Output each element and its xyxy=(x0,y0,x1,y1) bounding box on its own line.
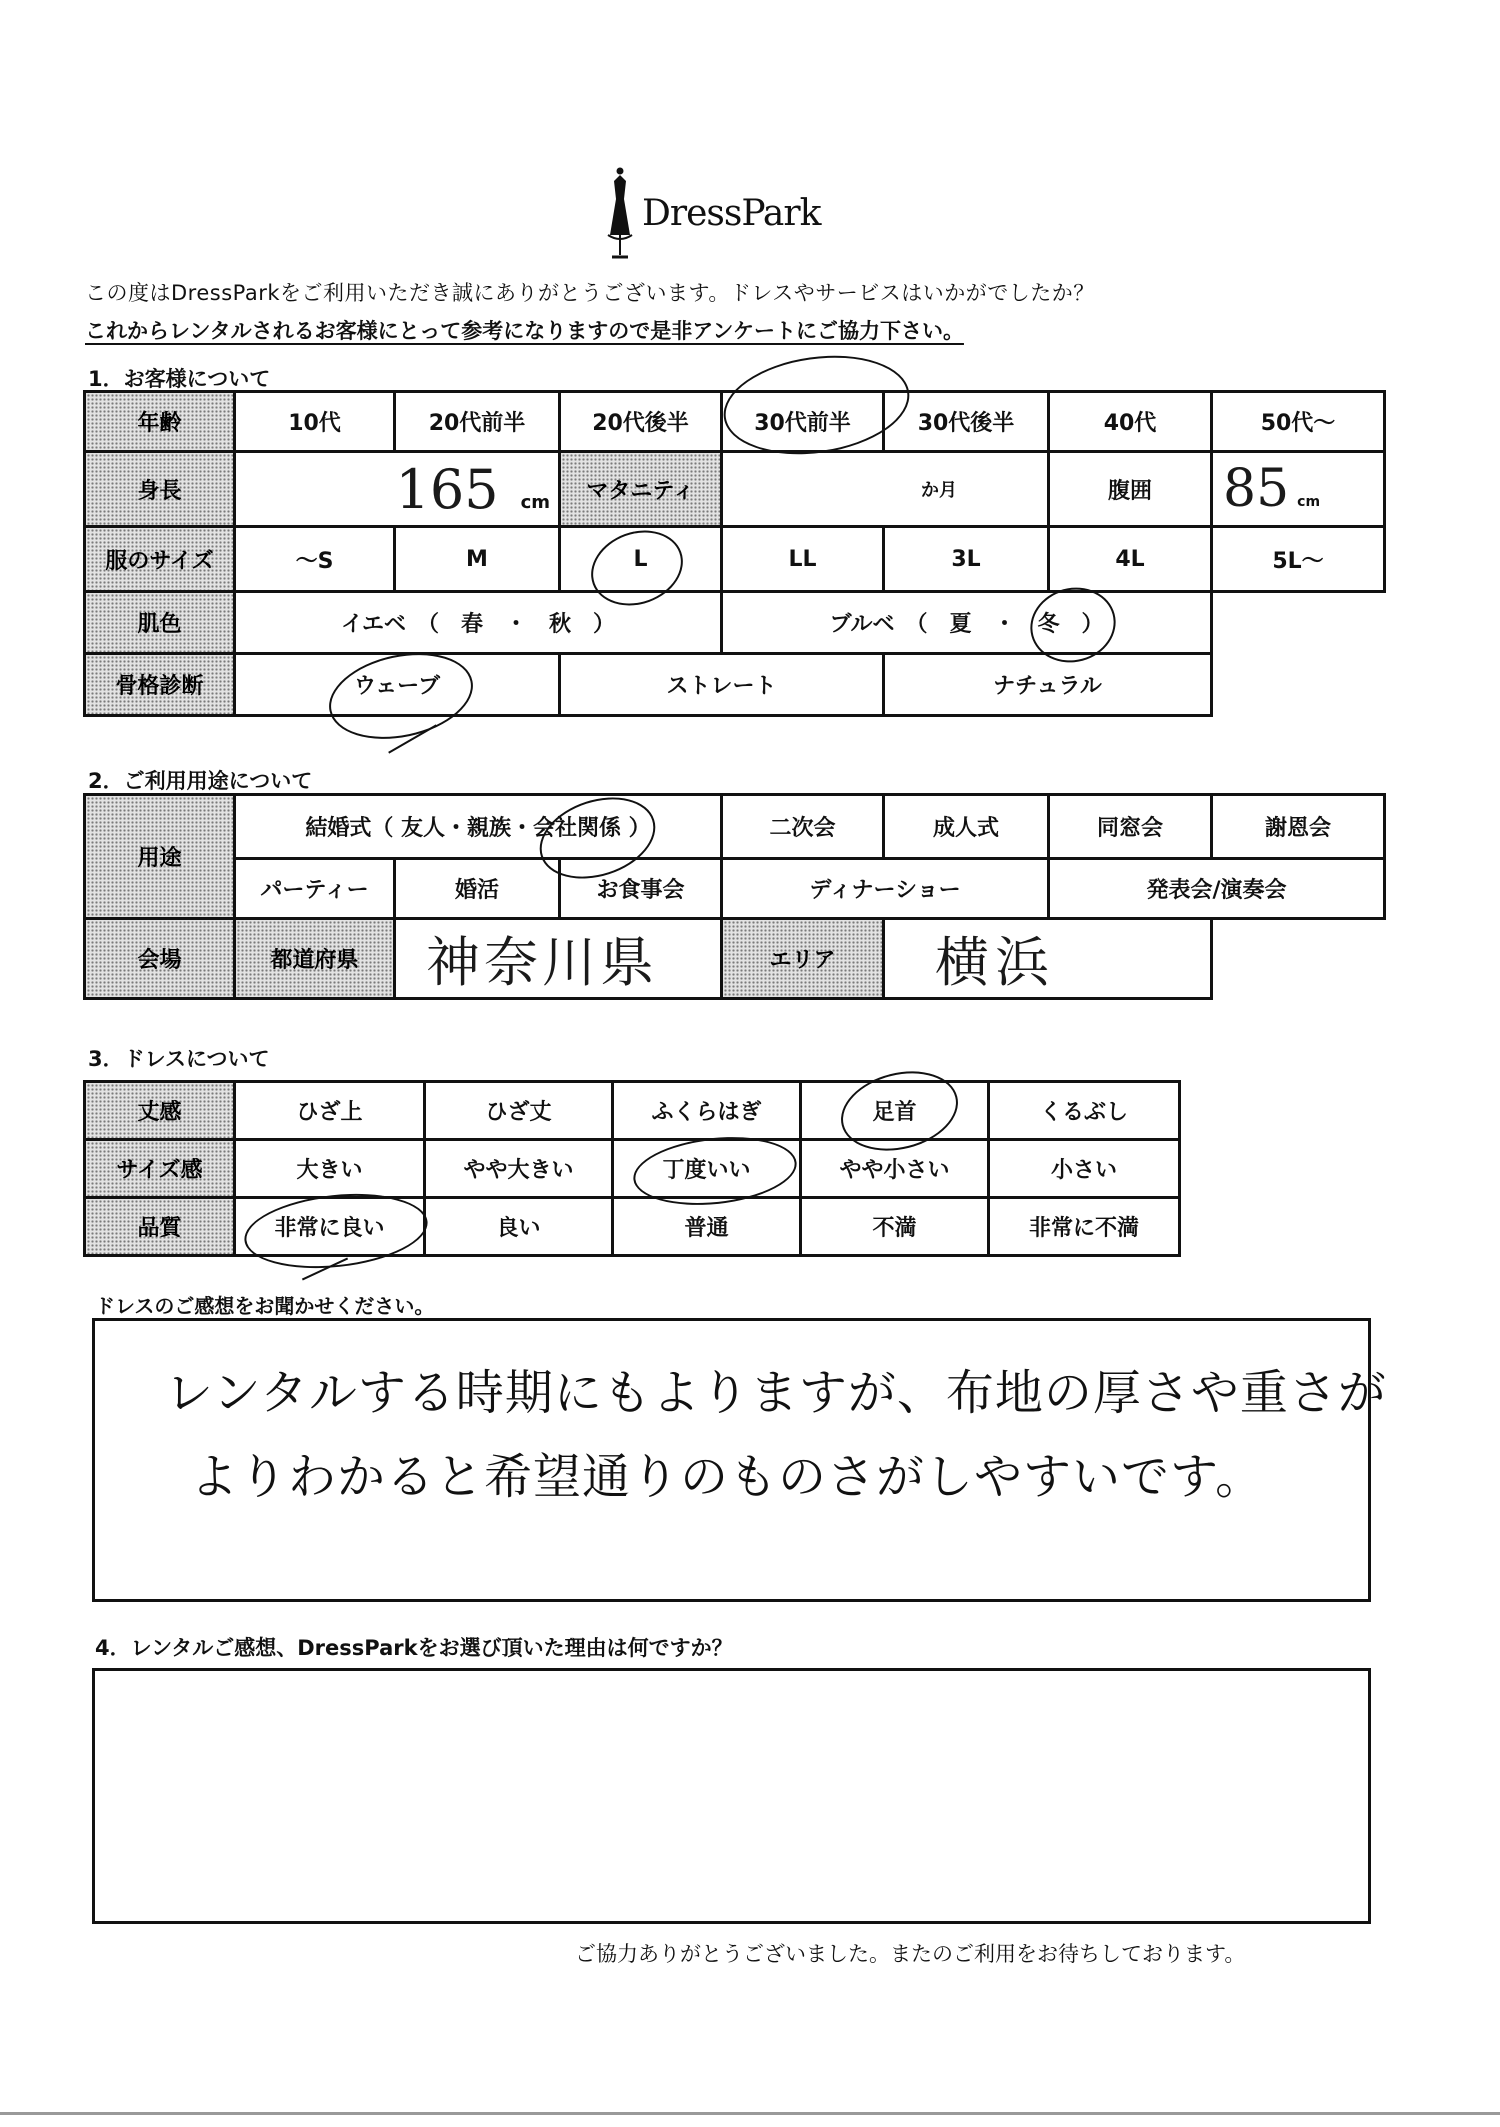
size-option[interactable]: 4L xyxy=(1049,527,1212,592)
fit-option[interactable]: 小さい xyxy=(989,1140,1180,1198)
length-option[interactable]: ひざ上 xyxy=(235,1082,425,1140)
age-label: 年齢 xyxy=(85,392,235,452)
use-option-wedding[interactable]: 結婚式（ 友人・親族・会社関係 ） xyxy=(235,795,722,859)
age-option[interactable]: 40代 xyxy=(1049,392,1212,452)
impression-box[interactable] xyxy=(92,1318,1387,1602)
size-label: 服のサイズ xyxy=(85,527,235,592)
frame-label: 骨格診断 xyxy=(85,654,235,716)
waist-field[interactable] xyxy=(1212,452,1385,527)
use-option[interactable]: お食事会 xyxy=(560,859,722,919)
use-option[interactable]: 同窓会 xyxy=(1049,795,1212,859)
size-option[interactable]: LL xyxy=(722,527,884,592)
skin-row xyxy=(85,592,1385,654)
quality-option[interactable]: 非常に不満 xyxy=(989,1198,1180,1256)
age-option[interactable]: 10代 xyxy=(235,392,395,452)
size-option[interactable]: L xyxy=(560,527,722,592)
quality-label: 品質 xyxy=(85,1198,235,1256)
use-option[interactable]: ディナーショー xyxy=(722,859,1049,919)
prefecture-field[interactable] xyxy=(395,919,722,999)
size-option[interactable]: M xyxy=(395,527,560,592)
frame-row xyxy=(85,654,1385,716)
section2-title: 2．ご利用用途について xyxy=(88,769,313,793)
size-option[interactable]: 5L～ xyxy=(1212,527,1385,592)
section1-title: 1．お客様について xyxy=(88,367,271,391)
dress-mannequin-icon xyxy=(600,165,640,265)
section4-title: 4．レンタルご感想、DressParkをお選び頂いた理由は何ですか？ xyxy=(95,1636,733,1660)
size-row xyxy=(85,527,1385,592)
age-option[interactable]: 30代後半 xyxy=(884,392,1049,452)
waist-unit: cm xyxy=(1297,494,1321,510)
quality-option[interactable]: 不満 xyxy=(801,1198,989,1256)
prefecture-label: 都道府県 xyxy=(235,919,395,999)
fit-option[interactable]: 大きい xyxy=(235,1140,425,1198)
age-option[interactable]: 20代後半 xyxy=(560,392,722,452)
use-option[interactable]: 成人式 xyxy=(884,795,1049,859)
frame-option[interactable]: ストレート xyxy=(560,654,884,716)
waist-label: 腹囲 xyxy=(1049,452,1212,527)
frame-option[interactable]: ナチュラル xyxy=(884,654,1212,716)
length-option[interactable]: ひざ丈 xyxy=(425,1082,613,1140)
use-option[interactable]: 謝恩会 xyxy=(1212,795,1385,859)
use-option[interactable]: パーティー xyxy=(235,859,395,919)
skin-yellow-option[interactable]: イエベ （ 春 ・ 秋 ） xyxy=(235,592,722,654)
closing-message: ご協力ありがとうございました。またのご利用をお待ちしております。 xyxy=(575,1942,1246,1966)
age-option[interactable]: 50代～ xyxy=(1212,392,1385,452)
age-option[interactable]: 20代前半 xyxy=(395,392,560,452)
height-unit: cm xyxy=(520,491,550,513)
waist-value: 85 xyxy=(1223,459,1290,519)
area-value: 横浜 xyxy=(935,931,1055,994)
fit-option[interactable]: やや大きい xyxy=(425,1140,613,1198)
frame-option[interactable]: ウェーブ xyxy=(235,654,560,716)
dresspark-logo xyxy=(600,165,840,265)
use-option[interactable]: 二次会 xyxy=(722,795,884,859)
maternity-unit: か月 xyxy=(921,480,957,501)
use-option[interactable]: 婚活 xyxy=(395,859,560,919)
height-row xyxy=(85,452,1385,527)
prefecture-value: 神奈川県 xyxy=(426,931,658,994)
quality-option[interactable]: 普通 xyxy=(613,1198,801,1256)
size-option[interactable]: 3L xyxy=(884,527,1049,592)
age-option[interactable]: 30代前半 xyxy=(722,392,884,452)
intro-request: これからレンタルされるお客様にとって参考になりますので是非アンケートにご協力下さい。 xyxy=(85,319,964,343)
fit-option[interactable]: やや小さい xyxy=(801,1140,989,1198)
height-value: 165 xyxy=(395,457,499,521)
fit-option[interactable]: 丁度いい xyxy=(613,1140,801,1198)
area-field[interactable] xyxy=(884,919,1212,999)
maternity-field[interactable] xyxy=(722,452,1049,527)
area-label: エリア xyxy=(722,919,884,999)
use-label: 用途 xyxy=(85,795,235,919)
use-option[interactable]: 発表会/演奏会 xyxy=(1049,859,1385,919)
height-label: 身長 xyxy=(85,452,235,527)
maternity-label: マタニティ xyxy=(560,452,722,527)
reason-box[interactable] xyxy=(92,1668,1371,1924)
impression-line: レンタルする時期にもよりますが、布地の厚さや重さが xyxy=(165,1365,1387,1421)
size-option[interactable]: ～S xyxy=(235,527,395,592)
scan-edge xyxy=(0,2112,1500,2115)
length-option[interactable]: ふくらはぎ xyxy=(613,1082,801,1140)
length-label: 丈感 xyxy=(85,1082,235,1140)
skin-blue-option[interactable]: ブルベ （ 夏 ・ 冬 ） xyxy=(722,592,1212,654)
customer-table xyxy=(83,390,1386,717)
length-option[interactable]: くるぶし xyxy=(989,1082,1180,1140)
section3-title: 3．ドレスについて xyxy=(88,1047,270,1071)
brand-name: DressPark xyxy=(642,193,821,234)
length-option[interactable]: 足首 xyxy=(801,1082,989,1140)
impression-prompt: ドレスのご感想をお聞かせください。 xyxy=(95,1294,435,1318)
quality-option[interactable]: 非常に良い xyxy=(235,1198,425,1256)
intro-text: この度はDressParkをご利用いただき誠にありがとうございます。ドレスやサービスはいかがでしたか？ xyxy=(85,281,1095,305)
height-field[interactable] xyxy=(235,452,560,527)
quality-option[interactable]: 良い xyxy=(425,1198,613,1256)
impression-line: よりわかると希望通りのものさがしやすいです。 xyxy=(190,1449,1265,1505)
skin-label: 肌色 xyxy=(85,592,235,654)
venue-label: 会場 xyxy=(85,919,235,999)
usage-table xyxy=(83,793,1386,1000)
fit-label: サイズ感 xyxy=(85,1140,235,1198)
